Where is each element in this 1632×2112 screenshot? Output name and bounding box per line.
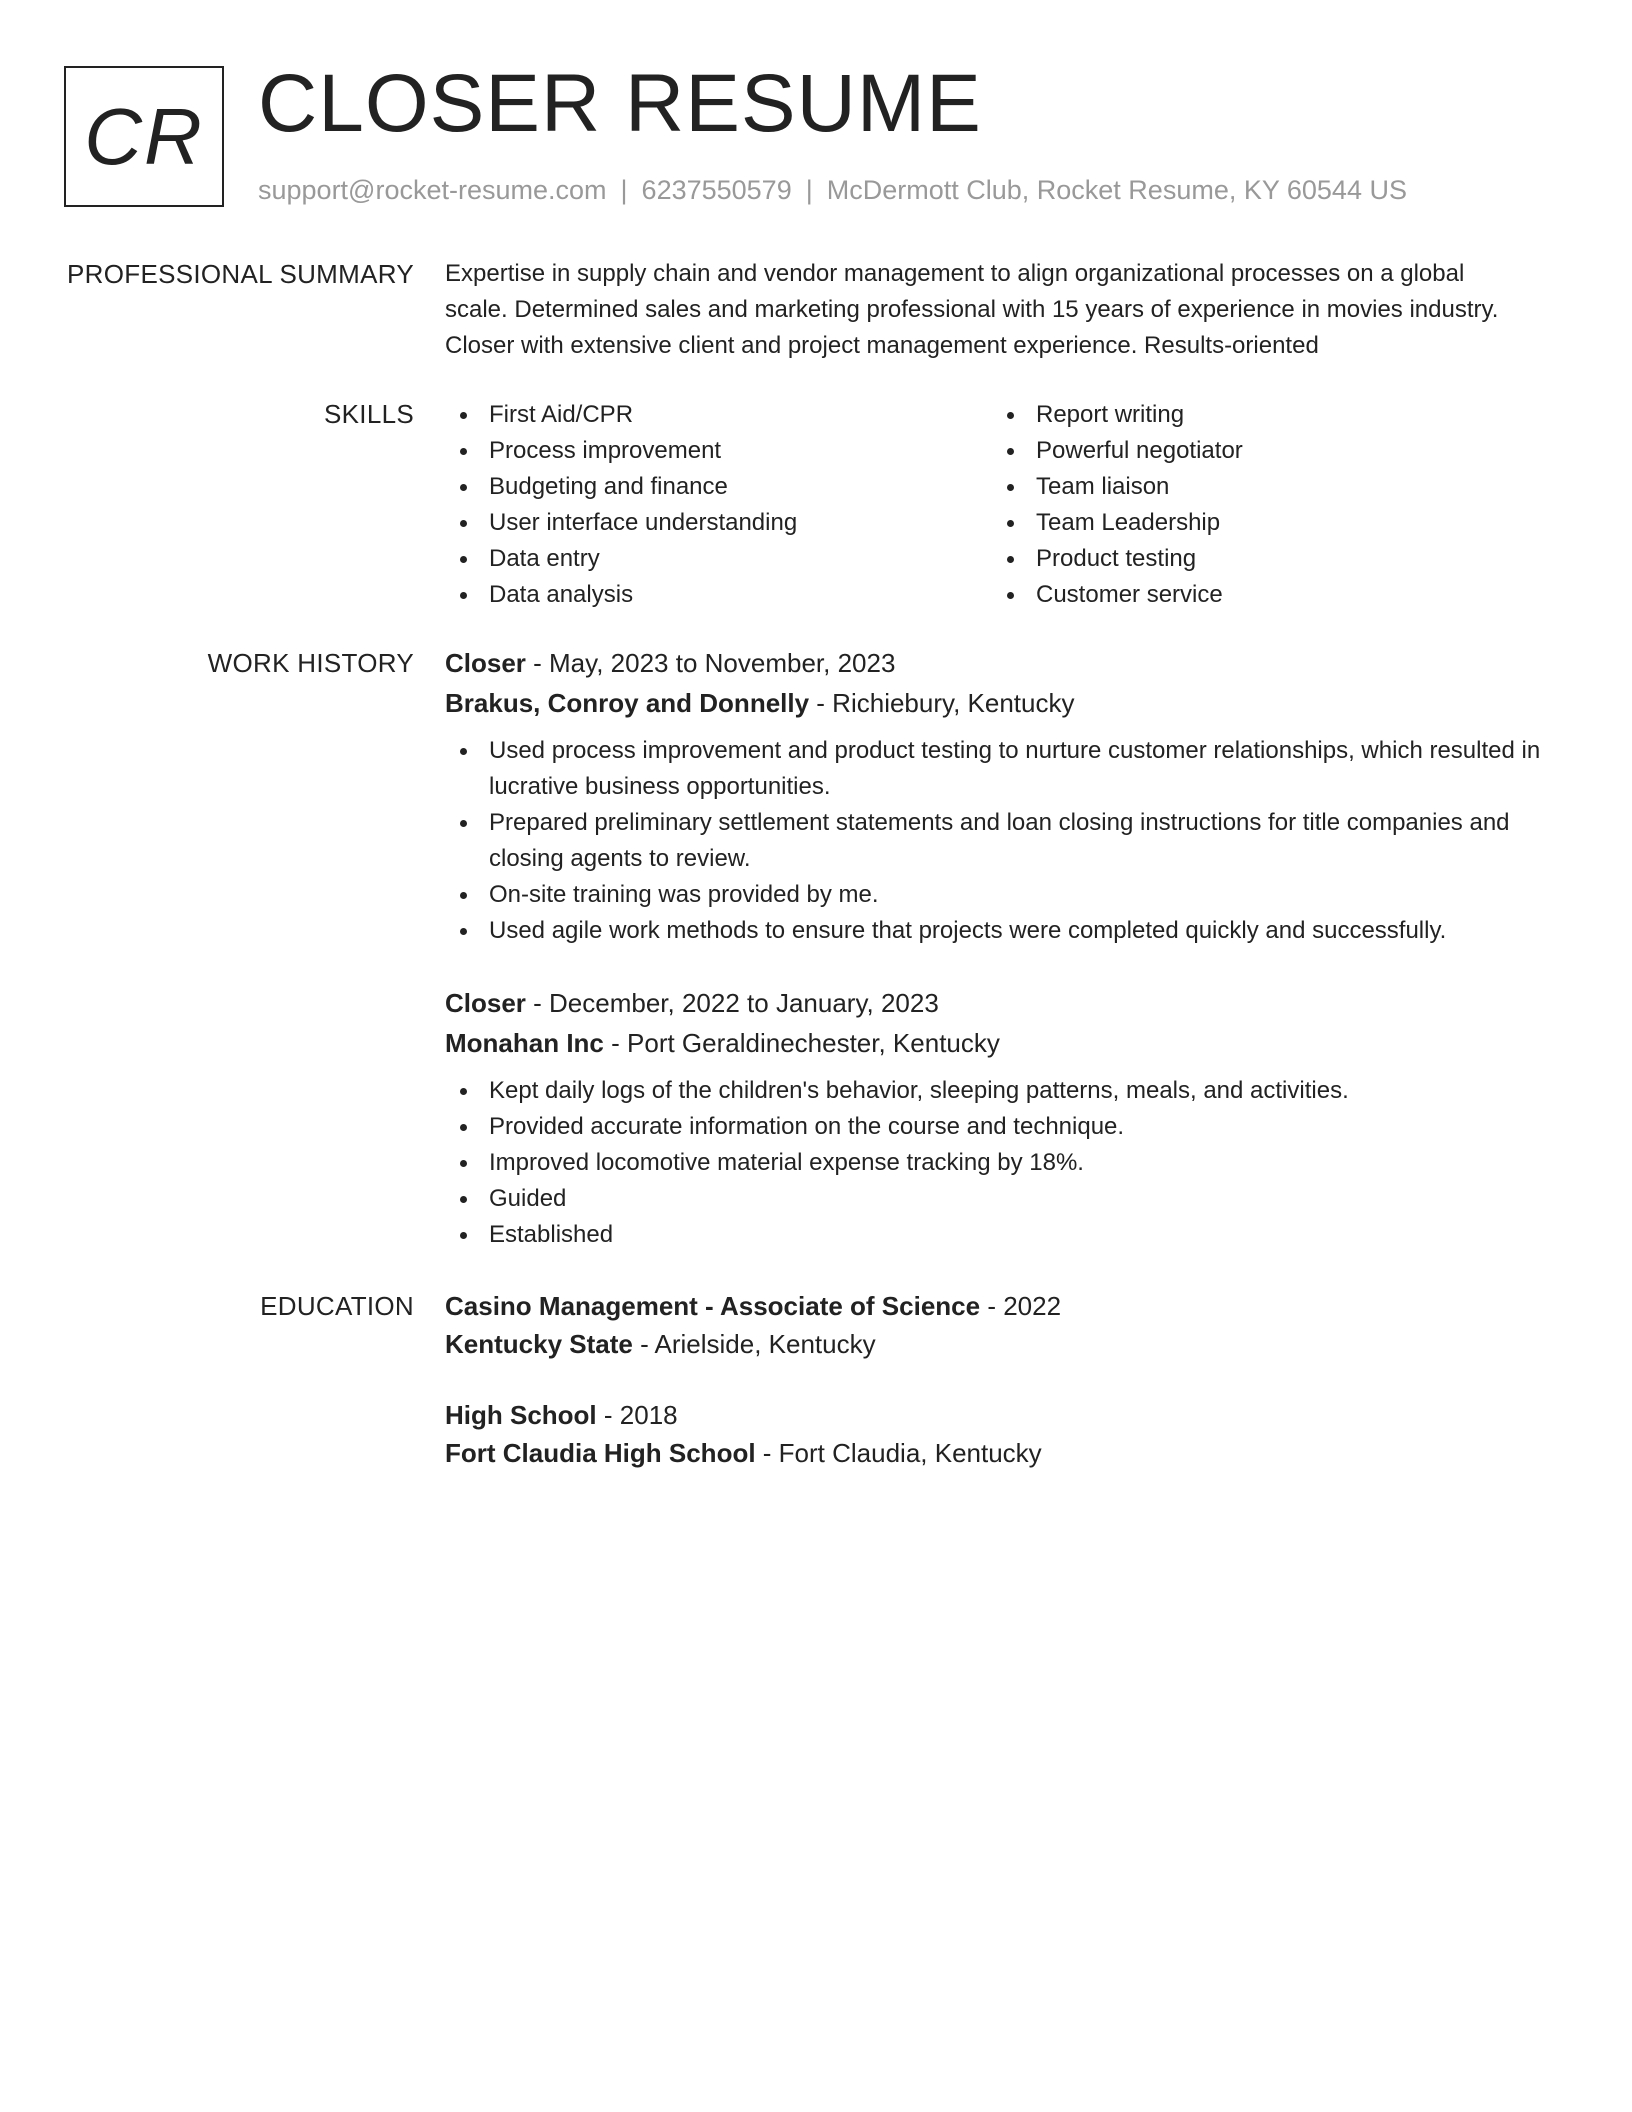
contact-email: support@rocket-resume.com bbox=[258, 175, 607, 205]
job-bullets bbox=[445, 1073, 1565, 1253]
job-bullet: Provided accurate information on the course and technique. bbox=[445, 1109, 1565, 1145]
job-title: Closer bbox=[445, 988, 526, 1018]
job-bullet: Used process improvement and product testing to nurture customer relationships, which resulted in lucrative business opportunities. bbox=[445, 733, 1565, 805]
contact-phone: 6237550579 bbox=[641, 175, 792, 205]
skills-section bbox=[445, 397, 1565, 617]
degree-year: - 2022 bbox=[980, 1291, 1062, 1321]
school-line bbox=[445, 1434, 1565, 1472]
degree-line bbox=[445, 1396, 1565, 1434]
employer-name: Monahan Inc bbox=[445, 1028, 604, 1058]
skill-item: Budgeting and finance bbox=[445, 469, 797, 505]
job-bullet: Prepared preliminary settlement statements and loan closing instructions for title companies and closing agents to review. bbox=[445, 805, 1565, 877]
resume-name: CLOSER RESUME bbox=[258, 58, 982, 149]
job-bullet: Used agile work methods to ensure that projects were completed quickly and successfully. bbox=[445, 913, 1565, 949]
summary-line: scale. Determined sales and marketing professional with 15 years of experience in movies industry. bbox=[445, 296, 1499, 323]
job-title: Closer bbox=[445, 648, 526, 678]
work-entry bbox=[445, 983, 1565, 1253]
skill-item: Team Leadership bbox=[992, 505, 1243, 541]
section-label-work-history: WORK HISTORY bbox=[207, 648, 414, 678]
contact-separator: | bbox=[805, 175, 813, 205]
skill-item: Data entry bbox=[445, 541, 797, 577]
school-line bbox=[445, 1325, 1565, 1363]
summary-text bbox=[445, 256, 1565, 364]
job-bullet: Established bbox=[445, 1217, 1565, 1253]
school-location: - Fort Claudia, Kentucky bbox=[755, 1438, 1042, 1468]
school-name: Fort Claudia High School bbox=[445, 1438, 756, 1468]
skill-item: Team liaison bbox=[992, 469, 1243, 505]
employer-line bbox=[445, 1023, 1565, 1063]
contact-line bbox=[258, 172, 1407, 208]
school-name: Kentucky State bbox=[445, 1329, 633, 1359]
degree-line bbox=[445, 1287, 1565, 1325]
job-title-line bbox=[445, 983, 1565, 1023]
job-bullets bbox=[445, 733, 1565, 949]
employer-location: - Richiebury, Kentucky bbox=[809, 688, 1075, 718]
section-label-skills: SKILLS bbox=[324, 399, 414, 429]
education-entry bbox=[445, 1396, 1565, 1472]
job-bullet: Improved locomotive material expense tracking by 18%. bbox=[445, 1145, 1565, 1181]
section-label-summary: PROFESSIONAL SUMMARY bbox=[67, 259, 414, 289]
employer-name: Brakus, Conroy and Donnelly bbox=[445, 688, 810, 718]
job-dates: - May, 2023 to November, 2023 bbox=[525, 648, 896, 678]
education-entry bbox=[445, 1287, 1565, 1363]
degree-year: - 2018 bbox=[596, 1400, 678, 1430]
job-title-line bbox=[445, 643, 1565, 683]
skill-item: Customer service bbox=[992, 577, 1243, 613]
job-dates: - December, 2022 to January, 2023 bbox=[525, 988, 939, 1018]
job-bullet: Guided bbox=[445, 1181, 1565, 1217]
skill-item: First Aid/CPR bbox=[445, 397, 797, 433]
summary-line: Closer with extensive client and project management experience. Results-oriented bbox=[445, 332, 1319, 359]
monogram-initials: CR bbox=[84, 91, 204, 181]
work-entry bbox=[445, 643, 1565, 949]
job-bullet: Kept daily logs of the children's behavior, sleeping patterns, meals, and activities. bbox=[445, 1073, 1565, 1109]
section-label-education: EDUCATION bbox=[260, 1291, 414, 1321]
skill-item: Data analysis bbox=[445, 577, 797, 613]
skill-item: Powerful negotiator bbox=[992, 433, 1243, 469]
employer-location: - Port Geraldinechester, Kentucky bbox=[603, 1028, 1000, 1058]
employer-line bbox=[445, 683, 1565, 723]
skill-item: Process improvement bbox=[445, 433, 797, 469]
degree-name: Casino Management - Associate of Science bbox=[445, 1291, 981, 1321]
job-bullet: On-site training was provided by me. bbox=[445, 877, 1565, 913]
monogram-logo bbox=[64, 66, 224, 207]
contact-separator: | bbox=[620, 175, 628, 205]
skill-item: User interface understanding bbox=[445, 505, 797, 541]
skill-item: Report writing bbox=[992, 397, 1243, 433]
school-location: - Arielside, Kentucky bbox=[632, 1329, 876, 1359]
skill-item: Product testing bbox=[992, 541, 1243, 577]
skills-list-right bbox=[992, 397, 1243, 613]
skills-list-left bbox=[445, 397, 797, 613]
contact-address: McDermott Club, Rocket Resume, KY 60544 US bbox=[826, 175, 1407, 205]
degree-name: High School bbox=[445, 1400, 597, 1430]
summary-line: Expertise in supply chain and vendor management to align organizational processes on a global bbox=[445, 260, 1465, 287]
summary-section bbox=[445, 256, 1565, 364]
